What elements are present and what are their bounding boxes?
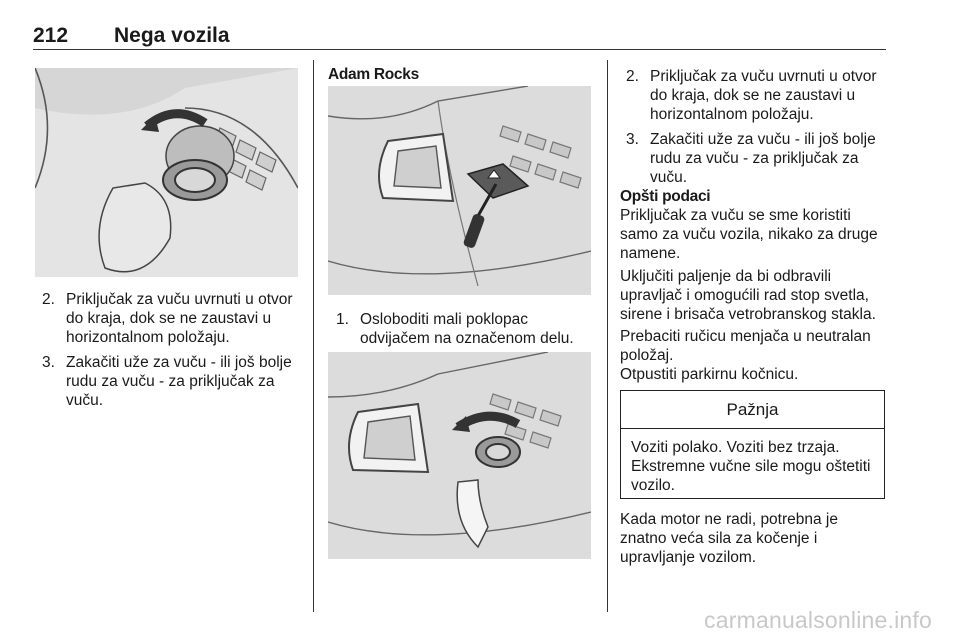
notice-title: Pažnja: [621, 391, 884, 429]
list-item: [42, 290, 302, 347]
tow-eye-install-drawing: [35, 68, 298, 277]
step-text: Zakačiti uže za vuču - ili još bolje rudu za vuču - za priključak za vuču.: [650, 131, 876, 186]
general-info-heading: Opšti podaci: [620, 188, 711, 205]
step-number: 2.: [626, 68, 639, 85]
page-number: 212: [33, 24, 69, 47]
step-number: 1.: [336, 311, 349, 328]
notice-text: Voziti polako. Voziti bez trzaja. Ekstremne vučne sile mogu oštetiti vozilo.: [631, 439, 871, 494]
column-divider-1: [313, 60, 314, 612]
tow-eye-adam-rocks-drawing: [328, 352, 591, 559]
step-number: 2.: [42, 291, 55, 308]
list-item: [336, 310, 596, 348]
step-number: 3.: [626, 131, 639, 148]
list-item: [42, 353, 302, 410]
paragraph-parking-brake: Otpustiti parkirnu kočnicu.: [620, 366, 799, 383]
section-title: Nega vozila: [114, 24, 230, 47]
cover-removal-illustration: [328, 86, 591, 295]
watermark: carmanualsonline.info: [704, 607, 932, 633]
column-divider-2: [607, 60, 608, 612]
cover-removal-drawing: [328, 86, 591, 295]
step-text: Zakačiti uže za vuču - ili još bolje rudu za vuču - za priključak za vuču.: [66, 354, 292, 409]
col1-steps-list: [42, 290, 302, 416]
paragraph-usage: Priključak za vuču se sme koristiti samo za vuču vozila, nikako za druge namene.: [620, 207, 878, 262]
paragraph-gear: Prebaciti ručicu menjača u neutralan položaj.: [620, 328, 871, 364]
list-item: [626, 130, 888, 187]
step-text: Priključak za vuču uvrnuti u otvor do kraja, dok se ne zaustavi u horizontalnom položaju.: [66, 291, 293, 346]
list-item: [626, 67, 888, 124]
step-text: Priključak za vuču uvrnuti u otvor do kraja, dok se ne zaustavi u horizontalnom položaju.: [650, 68, 877, 123]
col2-steps-list: [336, 310, 596, 354]
caution-notice: [620, 390, 885, 499]
step-text: Osloboditi mali poklopac odvijačem na označenom delu.: [360, 311, 574, 347]
paragraph-ignition: Uključiti paljenje da bi odbravili upravljač i omogućili rad stop svetla, sirene i brisača vetrobranskog stakla.: [620, 268, 876, 323]
tow-eye-adam-rocks-illustration: [328, 352, 591, 559]
adam-rocks-heading: Adam Rocks: [328, 66, 419, 83]
page-header: [33, 24, 886, 50]
paragraph-engine-off: Kada motor ne radi, potrebna je znatno veća sila za kočenje i upravljanje vozilom.: [620, 511, 838, 566]
tow-eye-install-illustration: [35, 68, 298, 277]
step-number: 3.: [42, 354, 55, 371]
header-rule: [33, 49, 886, 50]
col3-steps-list: [626, 67, 888, 193]
